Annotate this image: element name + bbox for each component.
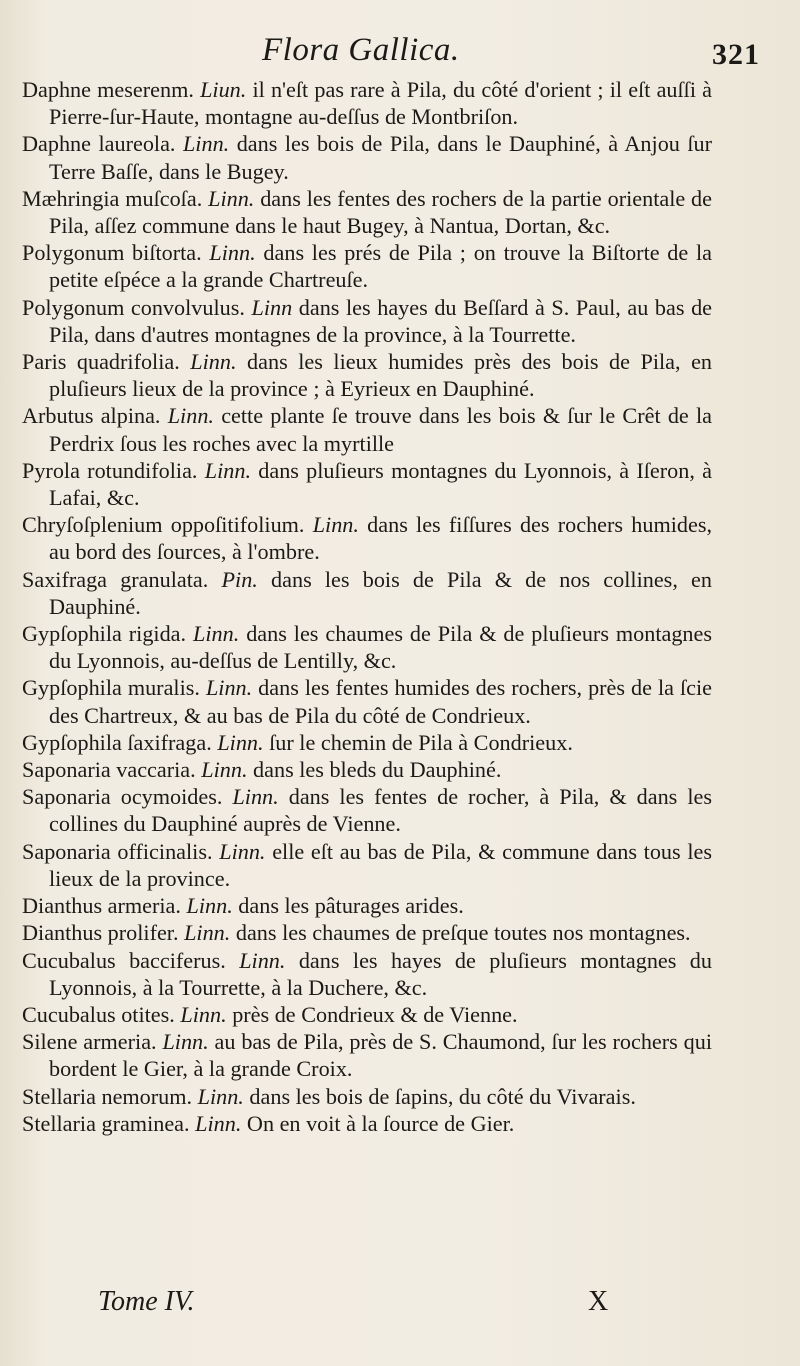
page-header: [0, 28, 800, 76]
authority: Linn.: [239, 947, 286, 973]
running-title: Flora Gallica.: [262, 32, 460, 68]
species-name: Saxifraga granulata.: [22, 566, 209, 592]
entry-list: [22, 76, 712, 1137]
entry-text: dans les prés de Pila ; on trouve la Biſtorte de la petite eſpéce a la grande Chartreuſe.: [49, 240, 712, 293]
list-item: [22, 566, 712, 620]
species-name: Cucubalus otites.: [22, 1001, 175, 1027]
list-item: [22, 674, 712, 728]
list-item: [22, 1001, 712, 1028]
authority: Linn.: [193, 621, 240, 647]
entry-text: il n'eſt pas rare à Pila, du côté d'orient ; il eſt auſſi à Pierre-ſur-Haute, montagne au-deſſus de Montbriſon.: [49, 77, 713, 130]
species-name: Gypſophila rigida.: [22, 621, 187, 647]
list-item: [22, 919, 712, 946]
volume-label: Tome IV.: [98, 1286, 195, 1317]
authority: Linn.: [180, 1001, 227, 1027]
entry-text: dans les pâturages arides.: [232, 893, 464, 919]
authority: Linn.: [232, 784, 279, 810]
species-name: Chryſoſplenium oppoſitifolium.: [22, 512, 305, 538]
list-item: [22, 76, 712, 130]
entry-text: dans les fentes de rocher, à Pila, & dans les collines du Dauphiné auprès de Vienne.: [49, 784, 712, 837]
species-name: Dianthus armeria.: [22, 893, 181, 919]
authority: Linn.: [167, 403, 214, 429]
list-item: [22, 1083, 712, 1110]
list-item: [22, 783, 712, 837]
authority: Linn.: [182, 131, 230, 157]
authority: Linn.: [209, 240, 256, 266]
list-item: [22, 511, 712, 565]
list-item: [22, 239, 712, 293]
list-item: [22, 402, 712, 456]
entry-text: dans les lieux humides près des bois de Pila, en pluſieurs lieux de la province ; à Eyrieux en Dauphiné.: [49, 349, 713, 402]
species-name: Stellaria nemorum.: [22, 1083, 193, 1109]
entry-text: dans les chaumes de Pila & de pluſieurs montagnes du Lyonnois, au-deſſus de Lentilly, &c.: [49, 621, 713, 674]
entry-text: dans les fiſſures des rochers humides, au bord des ſources, à l'ombre.: [49, 512, 712, 565]
entry-text: dans les hayes de pluſieurs montagnes du Lyonnois, à la Tourrette, à la Duchere, &c.: [49, 947, 712, 1000]
list-item: [22, 348, 712, 402]
entry-text: dans les hayes du Beſſard à S. Paul, au bas de Pila, dans d'autres montagnes de la province, à la Tourrette.: [49, 294, 713, 347]
species-name: Mæhringia muſcoſa.: [22, 185, 203, 211]
species-name: Silene armeria.: [22, 1029, 157, 1055]
authority: Linn.: [312, 512, 359, 538]
entry-text: dans les bois de Pila, dans le Dauphiné, à Anjou ſur Terre Baſſe, dans le Bugey.: [49, 131, 713, 184]
species-name: Dianthus prolifer.: [22, 920, 179, 946]
species-name: Polygonum convolvulus.: [22, 294, 245, 320]
species-name: Cucubalus bacciferus.: [22, 947, 226, 973]
list-item: [22, 620, 712, 674]
entry-text: dans pluſieurs montagnes du Lyonnois, à Iſeron, à Lafai, &c.: [49, 457, 713, 511]
list-item: [22, 1110, 712, 1137]
authority: Linn.: [184, 920, 231, 946]
entry-text: On en voit à la ſource de Gier.: [241, 1110, 515, 1136]
list-item: [22, 756, 712, 783]
entry-text: dans les fentes humides des rochers, près de la ſcie des Chartreux, & au bas de Pila du côté de Condrieux.: [49, 675, 713, 728]
entry-text: dans les bois de Pila & de nos collines, en Dauphiné.: [49, 566, 712, 619]
authority: Liun.: [200, 77, 247, 102]
authority: Linn.: [197, 1083, 244, 1109]
list-item: [22, 947, 712, 1001]
authority: Linn: [251, 294, 293, 320]
entry-text: près de Condrieux & de Vienne.: [226, 1001, 518, 1027]
entry-text: dans les chaumes de preſque toutes nos montagnes.: [230, 920, 691, 946]
list-item: [22, 294, 712, 348]
authority: Pin.: [221, 566, 258, 592]
authority: Linn.: [205, 675, 253, 701]
authority: Linn.: [195, 1110, 242, 1136]
page-footer: [0, 1282, 800, 1332]
entry-text: au bas de Pila, près de S. Chaumond, ſur les rochers qui bordent le Gier, à la grande Croix.: [49, 1029, 712, 1082]
list-item: [22, 838, 712, 892]
species-name: Gypſophila muralis.: [22, 675, 200, 701]
list-item: [22, 729, 712, 756]
species-name: Paris quadrifolia.: [22, 349, 180, 375]
list-item: [22, 892, 712, 919]
signature-mark: X: [588, 1286, 611, 1317]
authority: Linn.: [217, 729, 264, 755]
entry-text: dans les fentes des rochers de la partie orientale de Pila, aſſez commune dans le haut Bugey, à Nantua, Dortan, &c.: [49, 185, 713, 239]
species-name: Saponaria vaccaria.: [22, 757, 196, 783]
list-item: [22, 1028, 712, 1082]
species-name: Gypſophila ſaxifraga.: [22, 729, 212, 755]
entry-text: cette plante ſe trouve dans les bois & ſur le Crêt de la Perdrix ſous les roches avec la myrtille: [49, 403, 713, 456]
species-name: Daphne meserenm.: [22, 77, 194, 102]
authority: Linn.: [208, 185, 255, 211]
list-item: [22, 185, 712, 239]
page-number: 321: [712, 38, 760, 71]
authority: Linn.: [219, 838, 266, 864]
entry-text: elle eſt au bas de Pila, & commune dans tous les lieux de la province.: [49, 838, 712, 891]
species-name: Saponaria officinalis.: [22, 838, 213, 864]
species-name: Saponaria ocymoides.: [22, 784, 223, 810]
authority: Linn.: [201, 757, 248, 783]
species-name: Pyrola rotundifolia.: [22, 457, 198, 483]
entry-text: dans les bois de ſapins, du côté du Vivarais.: [243, 1083, 636, 1109]
authority: Linn.: [186, 893, 233, 919]
authority: Linn.: [190, 349, 237, 375]
species-name: Arbutus alpina.: [22, 403, 161, 429]
species-name: Polygonum biſtorta.: [22, 240, 202, 266]
authority: Linn.: [204, 457, 251, 483]
list-item: [22, 130, 712, 184]
list-item: [22, 457, 712, 511]
species-name: Daphne laureola.: [22, 131, 176, 157]
entry-text: dans les bleds du Dauphiné.: [247, 757, 502, 783]
authority: Linn.: [162, 1029, 209, 1055]
entry-text: ſur le chemin de Pila à Condrieux.: [263, 729, 573, 755]
species-name: Stellaria graminea.: [22, 1110, 190, 1136]
